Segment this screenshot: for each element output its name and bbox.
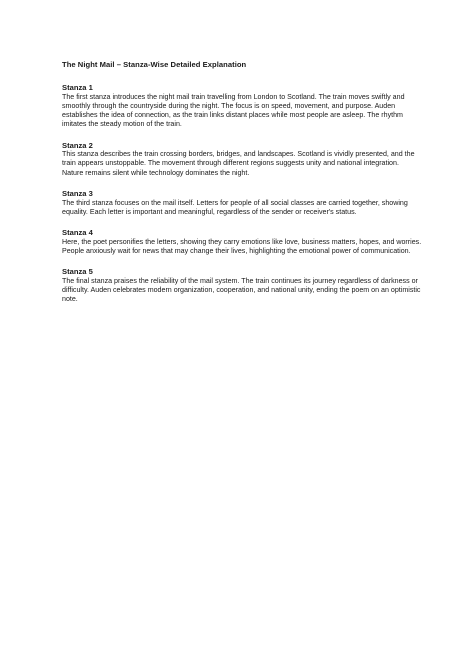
stanza-explanation: The final stanza praises the reliability of the mail system. The train continues its journey regardless of darkness or difficulty. Auden celebrates modern organization, cooperation, and national unity, ending the poem on an optimistic note. <box>62 276 421 304</box>
stanza-heading: Stanza 5 <box>62 267 93 277</box>
stanza-explanation: This stanza describes the train crossing borders, bridges, and landscapes. Scotland is vividly presented, and the train appears unstoppable. The movement through different regions suggests unity and national integration. Nature remains silent while technology dominates the night. <box>62 150 415 177</box>
stanza-heading: Stanza 2 <box>62 140 93 150</box>
stanza-explanation: The first stanza introduces the night mail train travelling from London to Scotland. The train moves swiftly and smoothly through the countryside during the night. The focus is on speed, movement, and purpose. Auden establishes the idea of connection, as the train links distant places while most people are asleep. The rhythm imitates the steady motion of the train. <box>62 92 405 129</box>
stanza-section <box>62 228 422 256</box>
stanza-explanation: The third stanza focuses on the mail itself. Letters for people of all social classes are carried together, showing equality. Each letter is important and meaningful, regardless of the sender or receiver's status. <box>62 198 408 216</box>
stanza-section <box>62 267 422 304</box>
stanza-heading: Stanza 4 <box>62 228 93 238</box>
document-content <box>62 60 422 316</box>
document-title: The Night Mail – Stanza-Wise Detailed Explanation <box>62 60 247 69</box>
stanza-section <box>62 189 422 217</box>
stanza-heading: Stanza 3 <box>62 189 93 199</box>
stanza-explanation: Here, the poet personifies the letters, showing they carry emotions like love, business matters, hopes, and worries. People anxiously wait for news that may change their lives, highlighting the emotional power of communication. <box>62 237 422 255</box>
stanza-section <box>62 141 422 178</box>
stanza-heading: Stanza 1 <box>62 83 93 92</box>
stanza-section <box>62 83 422 130</box>
